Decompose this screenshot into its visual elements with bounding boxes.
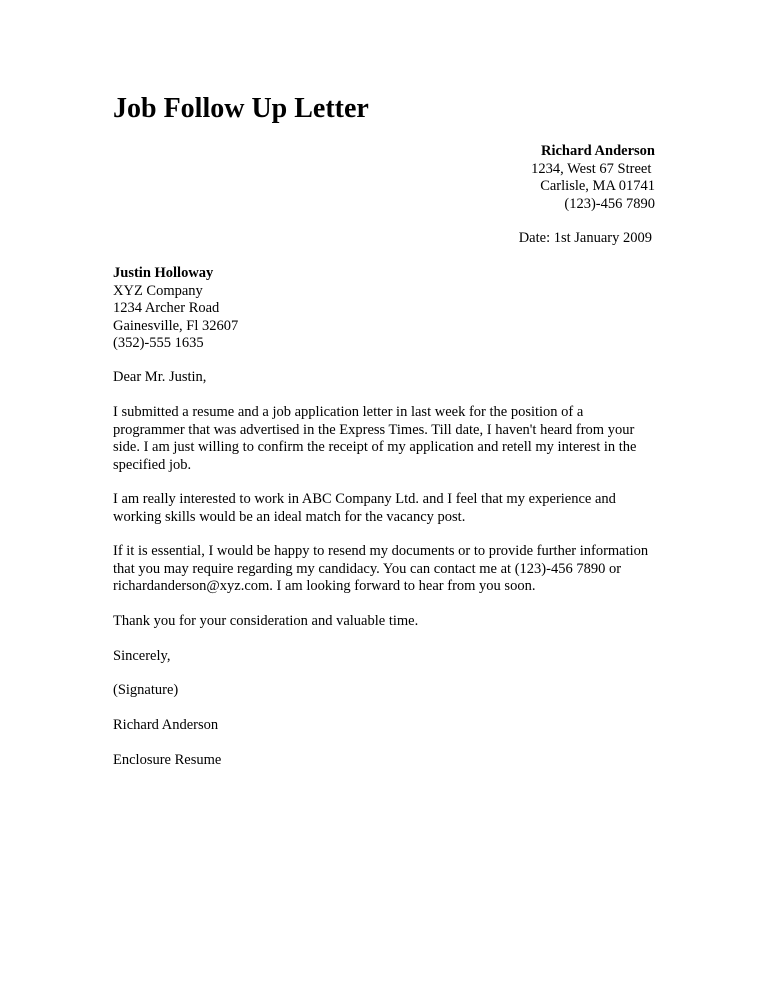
recipient-phone: (352)-555 1635 — [113, 335, 204, 351]
body-paragraph: Thank you for your consideration and valuable time. — [113, 613, 419, 629]
signature-placeholder: (Signature) — [113, 682, 179, 698]
body-paragraph: I submitted a resume and a job application letter in last week for the position of a programmer that was advertised in the Express Times. Till date, I haven't heard from your side. I am just willing to confirm the receipt of my application and retell my interest in the specified job. — [113, 404, 637, 473]
recipient-company: XYZ Company — [113, 282, 203, 299]
sender-phone: (123)-456 7890 — [564, 195, 655, 212]
enclosure-note: Enclosure Resume — [113, 752, 222, 768]
page-title: Job Follow Up Letter — [113, 93, 369, 124]
recipient-address-block — [113, 265, 238, 353]
body-paragraph: If it is essential, I would be happy to resend my documents or to provide further information that you may require regarding my candidacy. You can contact me at (123)-456 7890 or richardanderson@xyz.com. I am looking forward to hear from you soon. — [113, 543, 649, 594]
sender-name: Richard Anderson — [540, 143, 655, 159]
sender-city: Carlisle, MA 01741 — [540, 178, 655, 194]
sender-address-block — [531, 143, 655, 213]
salutation: Dear Mr. Justin, — [113, 369, 207, 385]
letter-date: Date: 1st January 2009 — [518, 230, 652, 246]
signer-name: Richard Anderson — [113, 717, 219, 733]
recipient-name: Justin Holloway — [113, 265, 214, 281]
recipient-street: 1234 Archer Road — [113, 300, 220, 316]
body-paragraph: I am really interested to work in ABC Company Ltd. and I feel that my experience and working skills would be an ideal match for the vacancy post. — [113, 491, 616, 525]
recipient-city: Gainesville, Fl 32607 — [113, 317, 239, 334]
closing: Sincerely, — [113, 648, 171, 664]
sender-street: 1234, West 67 Street — [531, 160, 655, 177]
